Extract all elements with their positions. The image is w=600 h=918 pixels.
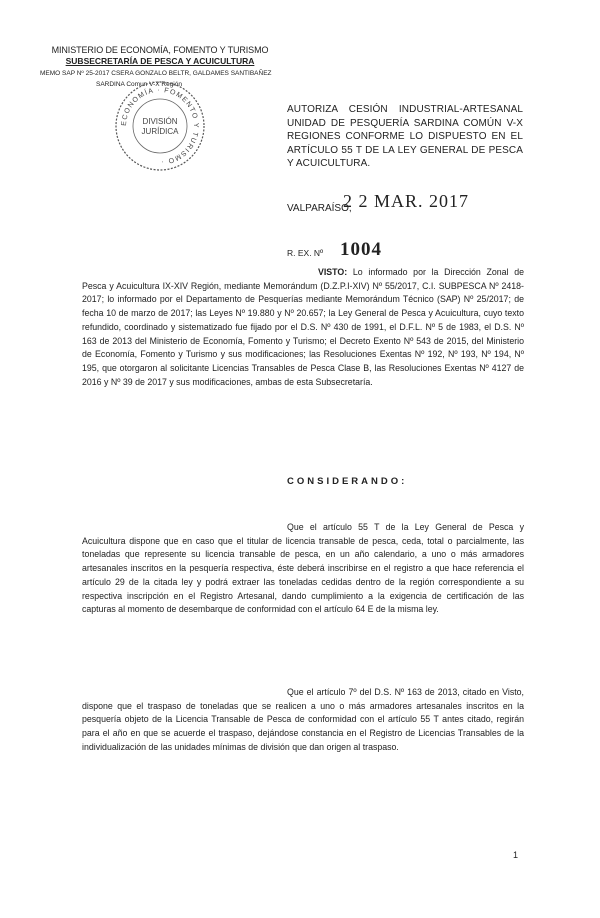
memo-reference-2: SARDINA Comun V-X Región: [96, 81, 182, 88]
resolution-date: 2 2 MAR. 2017: [343, 191, 470, 211]
memo-reference: MEMO SAP Nº 25-2017 CSERA GONZALO BELTR, GALDAMES SANTIBAÑEZ: [40, 70, 272, 77]
subsecretaria-name: SUBSECRETARÍA DE PESCA Y ACUICULTURA: [65, 56, 255, 66]
place-label: VALPARAÍSO,: [287, 203, 352, 214]
visto-text: Lo informado por la Dirección Zonal de Pesca y Acuicultura IX-XIV Región, mediante Memorándum (D.Z.P.I-XIV) Nº 55/2017, C.I. SUBPESCA Nº 2418-2017; lo informado por el Departamento de Pesquerías mediante Memorándum Técnico (SAP) Nº 25/2017; de fecha 10 de marzo de 2017; las Leyes Nº 19.880 y Nº 20.657; la Ley General de Pesca y Acuicultura, cuyo texto refundido, coordinado y sistematizado fue fijado por el D.S. Nº 430 de 1991, el D.F.L. Nº 5 de 1983, el D.S. Nº 163 de 2013 del Ministerio de Economía, Fomento y Turismo; el Decreto Exento Nº 543 de 2015, del Ministerio de Economía, Fomento y Turismo y sus modificaciones; las Resoluciones Exentas Nº 192, Nº 193, Nº 194, Nº 195, que otorgaron al solicitante Licencias Transables de Pesca Clase B, las Resoluciones Exentas Nº 4127 de 2016 y Nº 39 de 2017 y sus modificaciones, ambas de esta Subsecretaría.: [82, 267, 524, 387]
visto-label: VISTO:: [318, 267, 348, 277]
resolution-subject: AUTORIZA CESIÓN INDUSTRIAL-ARTESANAL UNIDAD DE PESQUERÍA SARDINA COMÚN V-X REGIONES CONFORME LO DISPUESTO EN EL ARTÍCULO 55 T DE LA LEY GENERAL DE PESCA Y ACUICULTURA.: [287, 104, 523, 169]
page-number: 1: [512, 850, 518, 860]
considerando-paragraph-1: Que el artículo 55 T de la Ley General de Pesca y Acuicultura dispone que en caso que el titular de licencia transable de pesca, ceda, total o parcialmente, las toneladas que represente su licencia transable de pesca, en un año calendario, a uno o más armadores artesanales inscritos en la pesquería respectiva, éste deberá inscribirse en el registro a que hace referencia el artículo 29 de la citada ley y podrá extraer las toneladas cedidas dentro de la región correspondiente a su respectiva inscripción en el Registro Artesanal, dando cumplimiento a la exigencia de certificación de las capturas al momento de desembarque de conformidad con el artículo 64 E de la misma ley.: [82, 522, 524, 615]
rex-label: R. EX. Nº: [287, 248, 324, 258]
considerando-paragraph-2: Que el artículo 7º del D.S. Nº 163 de 2013, citado en Visto, dispone que el traspaso de toneladas que se realicen a uno o más armadores artesanales inscritos en la pesquería objeto de la Licencia Transable de Pesca de conformidad con el artículo 55 T antes citado, regirán para el año en que se acuerde el traspaso, dejándose constancia en el Registro de Licencias Transables de la individualización de las unidades mínimas de división que dan origen al traspaso.: [82, 687, 524, 752]
stamp-center-line2: JURÍDICA: [141, 127, 179, 136]
rex-number: 1004: [340, 239, 382, 260]
stamp-ring-text: ECONOMÍA · FOMENTO Y TURISMO ·: [120, 86, 200, 166]
division-juridica-stamp: [112, 78, 208, 174]
stamp-center-line1: DIVISIÓN: [142, 117, 178, 126]
considerando-heading: CONSIDERANDO:: [287, 476, 408, 487]
visto-paragraph: [82, 266, 524, 389]
ministry-name: MINISTERIO DE ECONOMÍA, FOMENTO Y TURISMO: [51, 45, 269, 55]
